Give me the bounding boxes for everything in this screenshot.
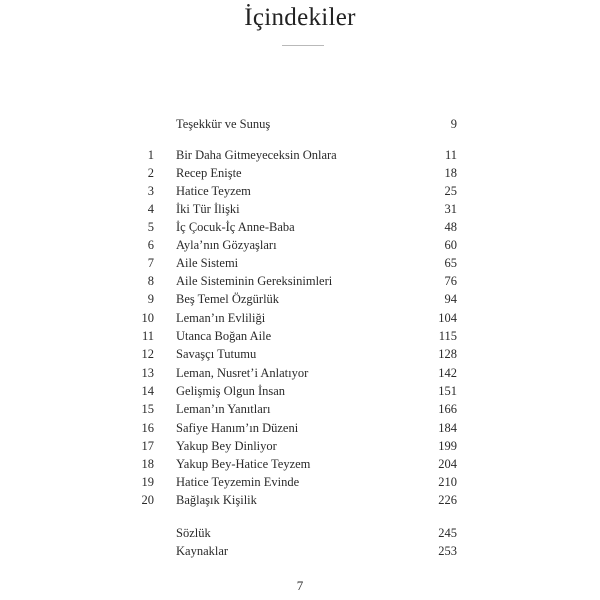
entry-page: 210 xyxy=(438,475,457,489)
toc-entry-chapter xyxy=(0,272,600,290)
entry-page: 115 xyxy=(438,329,457,343)
entry-label: Hatice Teyzem xyxy=(176,184,251,198)
entry-page: 31 xyxy=(444,202,457,216)
chapter-number: 4 xyxy=(147,202,154,216)
chapter-number: 17 xyxy=(141,439,154,453)
entry-page: 253 xyxy=(438,544,457,558)
toc-entry-chapter xyxy=(0,290,600,308)
chapter-number: 3 xyxy=(147,184,154,198)
entry-label: Leman, Nusret’i Anlatıyor xyxy=(176,366,309,380)
chapter-number: 8 xyxy=(147,274,154,288)
entry-label: Kaynaklar xyxy=(176,544,229,558)
chapter-number: 13 xyxy=(141,366,154,380)
entry-label: Utanca Boğan Aile xyxy=(176,329,272,343)
entry-label: Gelişmiş Olgun İnsan xyxy=(176,384,286,398)
entry-label: Safiye Hanım’ın Düzeni xyxy=(176,421,299,435)
entry-label: Beş Temel Özgürlük xyxy=(176,292,280,306)
chapter-number: 16 xyxy=(141,421,154,435)
chapter-number: 12 xyxy=(141,347,154,361)
toc-entry-chapter xyxy=(0,182,600,200)
entry-label: Teşekkür ve Sunuş xyxy=(176,117,271,131)
chapter-number: 15 xyxy=(141,402,154,416)
toc-entry-chapter xyxy=(0,455,600,473)
entry-page: 104 xyxy=(438,311,457,325)
toc-entry-chapter xyxy=(0,218,600,236)
toc-entry-chapter xyxy=(0,345,600,363)
entry-page: 151 xyxy=(438,384,457,398)
toc-entry-chapter xyxy=(0,491,600,509)
entry-page: 204 xyxy=(438,457,457,471)
toc-entry-chapter xyxy=(0,437,600,455)
entry-page: 11 xyxy=(444,148,457,162)
toc-entry-back xyxy=(0,542,600,560)
entry-label: Recep Enişte xyxy=(176,166,242,180)
entry-label: Bağlaşık Kişilik xyxy=(176,493,257,507)
entry-label: Leman’ın Evliliği xyxy=(176,311,266,325)
chapter-number: 9 xyxy=(147,292,154,306)
toc-entry-chapter xyxy=(0,200,600,218)
entry-label: Aile Sistemi xyxy=(176,256,239,270)
entry-label: Ayla’nın Gözyaşları xyxy=(176,238,277,252)
toc-entry-chapter xyxy=(0,327,600,345)
chapter-number: 6 xyxy=(147,238,154,252)
chapter-number: 11 xyxy=(141,329,154,343)
entry-label: Bir Daha Gitmeyeceksin Onlara xyxy=(176,148,337,162)
entry-page: 65 xyxy=(444,256,457,270)
entry-page: 245 xyxy=(438,526,457,540)
toc-entry-chapter xyxy=(0,254,600,272)
entry-label: Hatice Teyzemin Evinde xyxy=(176,475,300,489)
entry-page: 60 xyxy=(444,238,457,252)
entry-page: 199 xyxy=(438,439,457,453)
entry-page: 142 xyxy=(438,366,457,380)
toc-entry-chapter xyxy=(0,364,600,382)
toc-entry-chapter xyxy=(0,473,600,491)
chapter-number: 20 xyxy=(141,493,154,507)
entry-page: 48 xyxy=(444,220,457,234)
entry-page: 226 xyxy=(438,493,457,507)
entry-label: Leman’ın Yanıtları xyxy=(176,402,271,416)
toc-entry-chapter xyxy=(0,382,600,400)
entry-page: 128 xyxy=(438,347,457,361)
chapter-number: 19 xyxy=(141,475,154,489)
entry-page: 76 xyxy=(444,274,457,288)
toc-entry-chapter xyxy=(0,236,600,254)
toc-entry-back xyxy=(0,524,600,542)
entry-page: 9 xyxy=(450,117,457,131)
chapter-number: 14 xyxy=(141,384,154,398)
toc-entry-chapter xyxy=(0,309,600,327)
entry-page: 166 xyxy=(438,402,457,416)
chapter-number: 10 xyxy=(141,311,154,325)
page-title: İçindekiler xyxy=(244,4,356,31)
entry-label: Yakup Bey Dinliyor xyxy=(176,439,277,453)
entry-page: 25 xyxy=(444,184,457,198)
entry-page: 94 xyxy=(444,292,457,306)
entry-label: Savaşçı Tutumu xyxy=(176,347,257,361)
toc-entry-chapter xyxy=(0,164,600,182)
entry-label: Sözlük xyxy=(176,526,211,540)
page-number: 7 xyxy=(296,578,304,593)
chapter-number: 1 xyxy=(147,148,154,162)
toc-entry-front xyxy=(0,115,600,133)
chapter-number: 2 xyxy=(147,166,154,180)
toc-entry-chapter xyxy=(0,400,600,418)
entry-label: İki Tür İlişki xyxy=(176,202,240,216)
chapter-number: 18 xyxy=(141,457,154,471)
chapter-number: 5 xyxy=(147,220,154,234)
entry-page: 18 xyxy=(444,166,457,180)
entry-label: Yakup Bey-Hatice Teyzem xyxy=(176,457,311,471)
entry-page: 184 xyxy=(438,421,457,435)
entry-label: İç Çocuk-İç Anne-Baba xyxy=(176,220,295,234)
entry-label: Aile Sisteminin Gereksinimleri xyxy=(176,274,333,288)
toc-entry-chapter xyxy=(0,419,600,437)
chapter-number: 7 xyxy=(147,256,154,270)
toc-entry-chapter xyxy=(0,146,600,164)
